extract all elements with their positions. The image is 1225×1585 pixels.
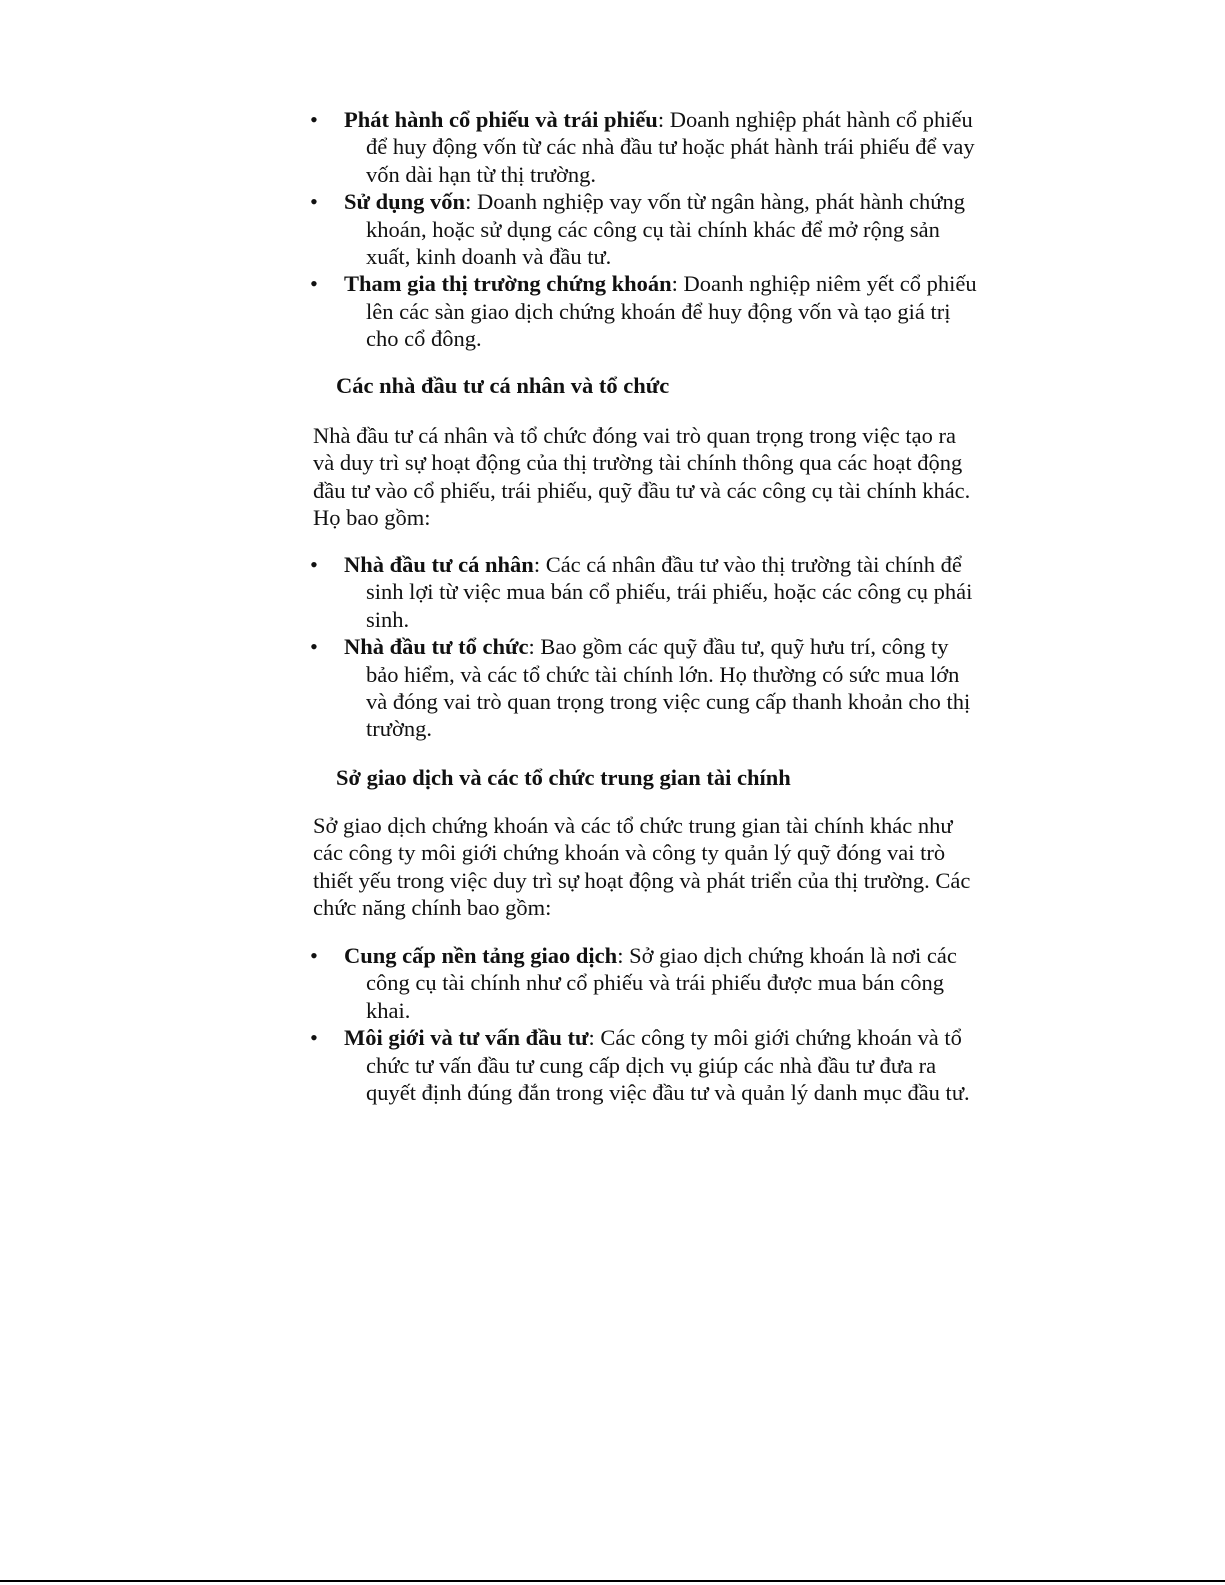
bullet-text: : Bao gồm các quỹ đầu tư, quỹ hưu trí, công ty bảo hiểm, và các tổ chức tài chính lớn. Họ thường có sức mua lớn và đóng vai trò quan trọng trong việc cung cấp thanh khoản cho thị trường. xyxy=(366,634,971,742)
bullet-icon: • xyxy=(310,271,318,297)
bullet-term: Cung cấp nền tảng giao dịch xyxy=(344,943,618,968)
bullet-list-investors xyxy=(310,551,978,743)
page-bottom-border xyxy=(0,1580,1225,1582)
bullet-text: : Sở giao dịch chứng khoán là nơi các công cụ tài chính như cổ phiếu và trái phiếu được mua bán công khai. xyxy=(366,943,957,1023)
bullet-term: Nhà đầu tư cá nhân xyxy=(344,552,534,577)
list-item xyxy=(310,188,978,270)
bullet-icon: • xyxy=(310,634,318,660)
bullet-icon: • xyxy=(310,1025,318,1051)
paragraph-exchange: Sở giao dịch chứng khoán và các tổ chức trung gian tài chính khác như các công ty môi giới chứng khoán và công ty quản lý quỹ đóng vai trò thiết yếu trong việc duy trì sự hoạt động và phát triển của thị trường. Các chức năng chính bao gồm: xyxy=(313,813,971,921)
paragraph-investors: Nhà đầu tư cá nhân và tổ chức đóng vai trò quan trọng trong việc tạo ra và duy trì sự hoạt động của thị trường tài chính thông qua các hoạt động đầu tư vào cổ phiếu, trái phiếu, quỹ đầu tư và các công cụ tài chính khác. Họ bao gồm: xyxy=(313,423,971,531)
bullet-text: : Doanh nghiệp niêm yết cổ phiếu lên các sàn giao dịch chứng khoán để huy động vốn và tạo giá trị cho cổ đông. xyxy=(366,271,977,352)
bullet-term: Tham gia thị trường chứng khoán xyxy=(344,271,672,297)
bullet-icon: • xyxy=(310,943,318,968)
bullet-icon: • xyxy=(310,189,318,215)
list-item xyxy=(310,942,978,1024)
bullet-text: : Các cá nhân đầu tư vào thị trường tài chính để sinh lợi từ việc mua bán cổ phiếu, trái phiếu, hoặc các công cụ phái sinh. xyxy=(366,552,973,632)
section-heading-exchange: Sở giao dịch và các tổ chức trung gian tài chính xyxy=(336,765,791,790)
list-item xyxy=(310,1024,978,1106)
bullet-term: Sử dụng vốn xyxy=(344,189,466,215)
bullet-icon: • xyxy=(310,552,318,577)
list-item xyxy=(310,106,978,188)
section-heading-investors: Các nhà đầu tư cá nhân và tổ chức xyxy=(336,373,670,398)
bullet-term: Môi giới và tư vấn đầu tư xyxy=(344,1025,589,1051)
bullet-list-exchange xyxy=(310,942,978,1106)
bullet-text: : Các công ty môi giới chứng khoán và tổ chức tư vấn đầu tư cung cấp dịch vụ giúp các nhà đầu tư đưa ra quyết định đúng đắn trong việc đầu tư và quản lý danh mục đầu tư. xyxy=(366,1025,970,1106)
bullet-text: : Doanh nghiệp vay vốn từ ngân hàng, phát hành chứng khoán, hoặc sử dụng các công cụ tài chính khác để mở rộng sản xuất, kinh doanh và đầu tư. xyxy=(366,189,965,270)
bullet-text: : Doanh nghiệp phát hành cổ phiếu để huy động vốn từ các nhà đầu tư hoặc phát hành trái phiếu để vay vốn dài hạn từ thị trường. xyxy=(366,107,975,187)
bullet-term: Nhà đầu tư tổ chức xyxy=(344,634,529,660)
bullet-list-enterprise xyxy=(310,106,978,353)
list-item xyxy=(310,551,978,633)
list-item xyxy=(310,270,978,352)
list-item xyxy=(310,633,978,743)
bullet-icon: • xyxy=(310,107,318,132)
bullet-term: Phát hành cổ phiếu và trái phiếu xyxy=(344,107,658,132)
